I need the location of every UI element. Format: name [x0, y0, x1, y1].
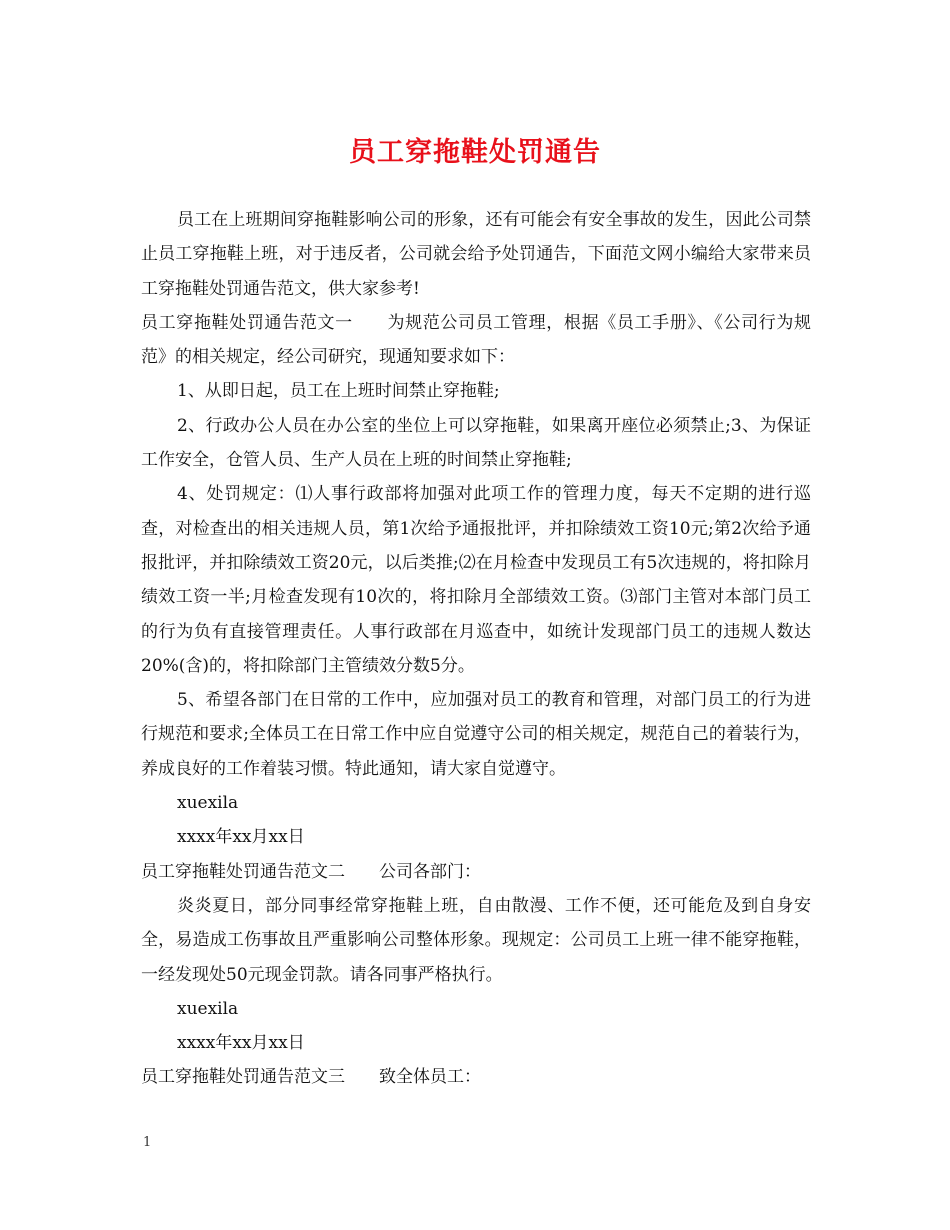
sample2-body: 炎炎夏日，部分同事经常穿拖鞋上班，自由散漫、工作不便，还可能危及到自身安全，易造成工伤事故且严重影响公司整体形象。现规定：公司员工上班一律不能穿拖鞋，一经发现处50元现金罚款。请各同事严格执行。: [141, 895, 811, 985]
document-title: 员工穿拖鞋处罚通告: [349, 137, 601, 168]
sample1-paragraph: [141, 306, 811, 375]
sample1-heading: 员工穿拖鞋处罚通告范文一: [141, 312, 353, 333]
page-number: 1: [143, 1135, 152, 1150]
document-body: [141, 203, 811, 1095]
sample2-signer: xuexila: [177, 998, 239, 1019]
sample1-lead: 为规范公司员工管理，根据《员工手册》、《公司行为规范》的相关规定，经公司研究，现通知要求如下：: [141, 312, 812, 368]
sample1-date: xxxx年xx月xx日: [177, 827, 305, 848]
sample2-heading: 员工穿拖鞋处罚通告范文二: [141, 861, 345, 882]
sample1-signer: xuexila: [177, 793, 239, 814]
sample1-item-2: 2、行政办公人员在办公室的坐位上可以穿拖鞋，如果离开座位必须禁止;3、为保证工作安全，仓管人员、生产人员在上班的时间禁止穿拖鞋;: [141, 415, 811, 471]
intro-paragraph: 员工在上班期间穿拖鞋影响公司的形象，还有可能会有安全事故的发生，因此公司禁止员工穿拖鞋上班，对于违反者，公司就会给予处罚通告，下面范文网小编给大家带来员工穿拖鞋处罚通告范文，供大家参考!: [141, 210, 811, 299]
sample1-item-1: 1、从即日起，员工在上班时间禁止穿拖鞋;: [177, 381, 500, 402]
sample1-item-4: 4、处罚规定：⑴人事行政部将加强对此项工作的管理力度，每天不定期的进行巡查，对检查出的相关违规人员，第1次给予通报批评，并扣除绩效工资10元;第2次给予通报批评，并扣除绩效工资20元，以后类推;⑵在月检查中发现员工有5次违规的，将扣除月绩效工资一半;月检查发现有10次的，将扣除月全部绩效工资。⑶部门主管对本部门员工的行为负有直接管理责任。人事行政部在月巡查中，如统计发现部门员工的违规人数达20%(含)的，将扣除部门主管绩效分数5分。: [141, 484, 811, 676]
sample1-item-5: 5、希望各部门在日常的工作中，应加强对员工的教育和管理，对部门员工的行为进行规范和要求;全体员工在日常工作中应自觉遵守公司的相关规定，规范自己的着装行为，养成良好的工作着装习惯。特此通知，请大家自觉遵守。: [141, 690, 811, 779]
sample3-heading: 员工穿拖鞋处罚通告范文三: [141, 1067, 345, 1088]
sample2-lead: 公司各部门：: [379, 861, 481, 882]
sample3-lead: 致全体员工：: [379, 1067, 481, 1088]
sample3-paragraph: [141, 1060, 811, 1094]
sample2-paragraph: [141, 855, 811, 889]
sample2-date: xxxx年xx月xx日: [177, 1033, 305, 1054]
